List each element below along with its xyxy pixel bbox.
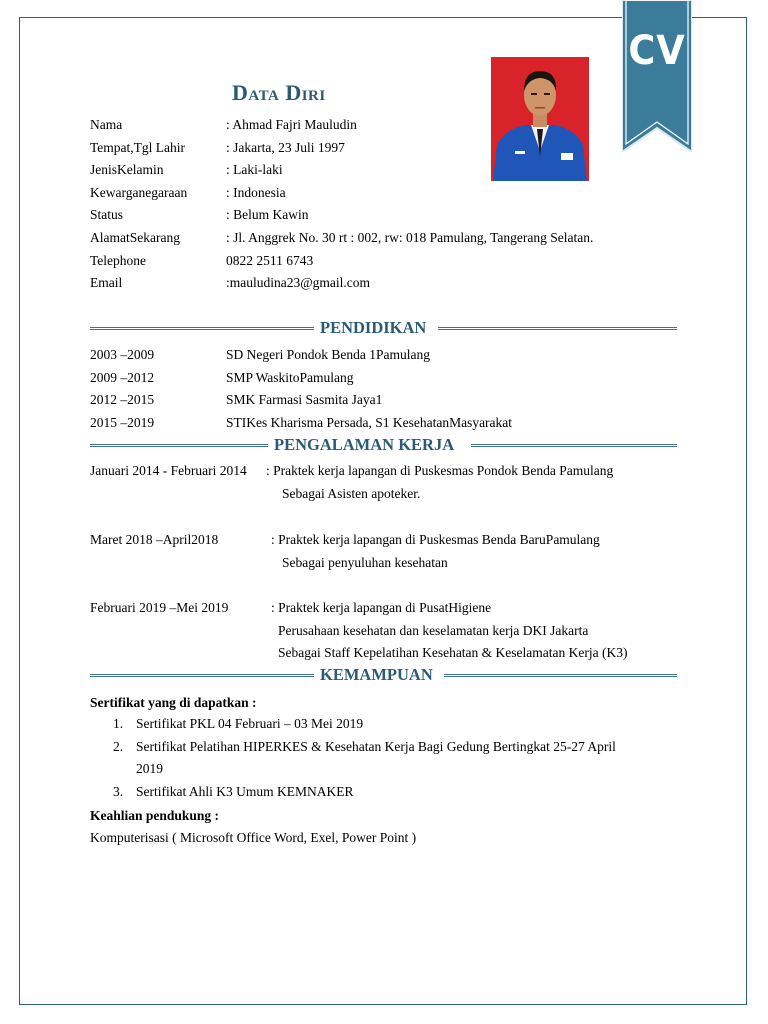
personal-label: JenisKelamin [90,162,164,178]
personal-value: : Laki-laki [226,162,283,178]
personal-label: Tempat,Tgl Lahir [90,139,186,155]
personal-value: :mauludina23@gmail.com [226,275,371,291]
personal-label: Status [90,207,124,223]
experience-line: Sebagai penyuluhan kesehatan [282,554,448,570]
profile-photo [491,57,589,181]
certificate-number: 3. [113,783,124,799]
personal-value: : Indonesia [226,184,286,200]
cv-badge-text: CV [628,28,686,74]
page-title: Data Diri [232,80,326,105]
section-title-kemampuan: KEMAMPUAN [320,665,433,684]
experience-period: Februari 2019 –Mei 2019 [90,600,229,615]
experience-line: : Praktek kerja lapangan di PusatHigiene [271,600,492,615]
education-period: 2015 –2019 [90,414,155,430]
personal-label: Email [90,275,123,291]
personal-label: Nama [90,117,123,132]
support-heading: Keahlian pendukung : [90,808,220,823]
support-text: Komputerisasi ( Microsoft Office Word, Exel, Power Point ) [90,830,417,845]
certificate-number: 2. [113,738,124,754]
education-school: SMK Farmasi Sasmita Jaya1 [226,392,383,408]
experience-line: : Praktek kerja lapangan di Puskesmas Pondok Benda Pamulang [266,463,614,478]
education-school: SMP WaskitoPamulang [226,369,354,385]
personal-value: : Belum Kawin [226,207,309,223]
personal-label: Telephone [90,252,147,268]
certificate-text: Sertifikat Pelatihan HIPERKES & Kesehatan Kerja Bagi Gedung Bertingkat 25-27 April [136,738,616,754]
experience-line: Perusahaan kesehatan dan keselamatan kerja DKI Jakarta [278,622,589,638]
personal-label: AlamatSekarang [90,230,180,245]
education-period: 2012 –2015 [90,392,155,408]
section-title-pengalaman: PENGALAMAN KERJA [274,435,455,454]
personal-value: : Ahmad Fajri Mauludin [226,117,357,132]
personal-value: 0822 2511 6743 [226,252,314,268]
experience-period: Januari 2014 - Februari 2014 [90,463,247,478]
personal-value: : Jl. Anggrek No. 30 rt : 002, rw: 018 Pamulang, Tangerang Selatan. [226,230,594,245]
certificate-heading: Sertifikat yang di dapatkan : [90,695,257,710]
section-kemampuan [90,665,677,685]
experience-line: Sebagai Asisten apoteker. [282,485,421,501]
education-period: 2009 –2012 [90,369,155,385]
cv-ribbon [622,0,692,152]
personal-label: Kewarganegaraan [90,184,188,200]
section-title-pendidikan: PENDIDIKAN [320,318,427,337]
certificate-text: 2019 [136,761,163,777]
certificate-number: 1. [113,716,124,731]
section-pendidikan [90,318,677,338]
certificate-text: Sertifikat Ahli K3 Umum KEMNAKER [136,783,354,799]
experience-period: Maret 2018 –April2018 [90,532,219,547]
experience-line: Sebagai Staff Kepelatihan Kesehatan & Keselamatan Kerja (K3) [278,645,628,661]
education-period: 2003 –2009 [90,347,155,362]
certificate-text: Sertifikat PKL 04 Februari – 03 Mei 2019 [136,716,364,731]
experience-line: : Praktek kerja lapangan di Puskesmas Benda BaruPamulang [271,532,600,547]
section-pengalaman [90,435,677,455]
education-school: SD Negeri Pondok Benda 1Pamulang [226,347,430,362]
education-school: STIKes Kharisma Persada, S1 KesehatanMasyarakat [226,414,513,430]
personal-value: : Jakarta, 23 Juli 1997 [226,139,345,155]
